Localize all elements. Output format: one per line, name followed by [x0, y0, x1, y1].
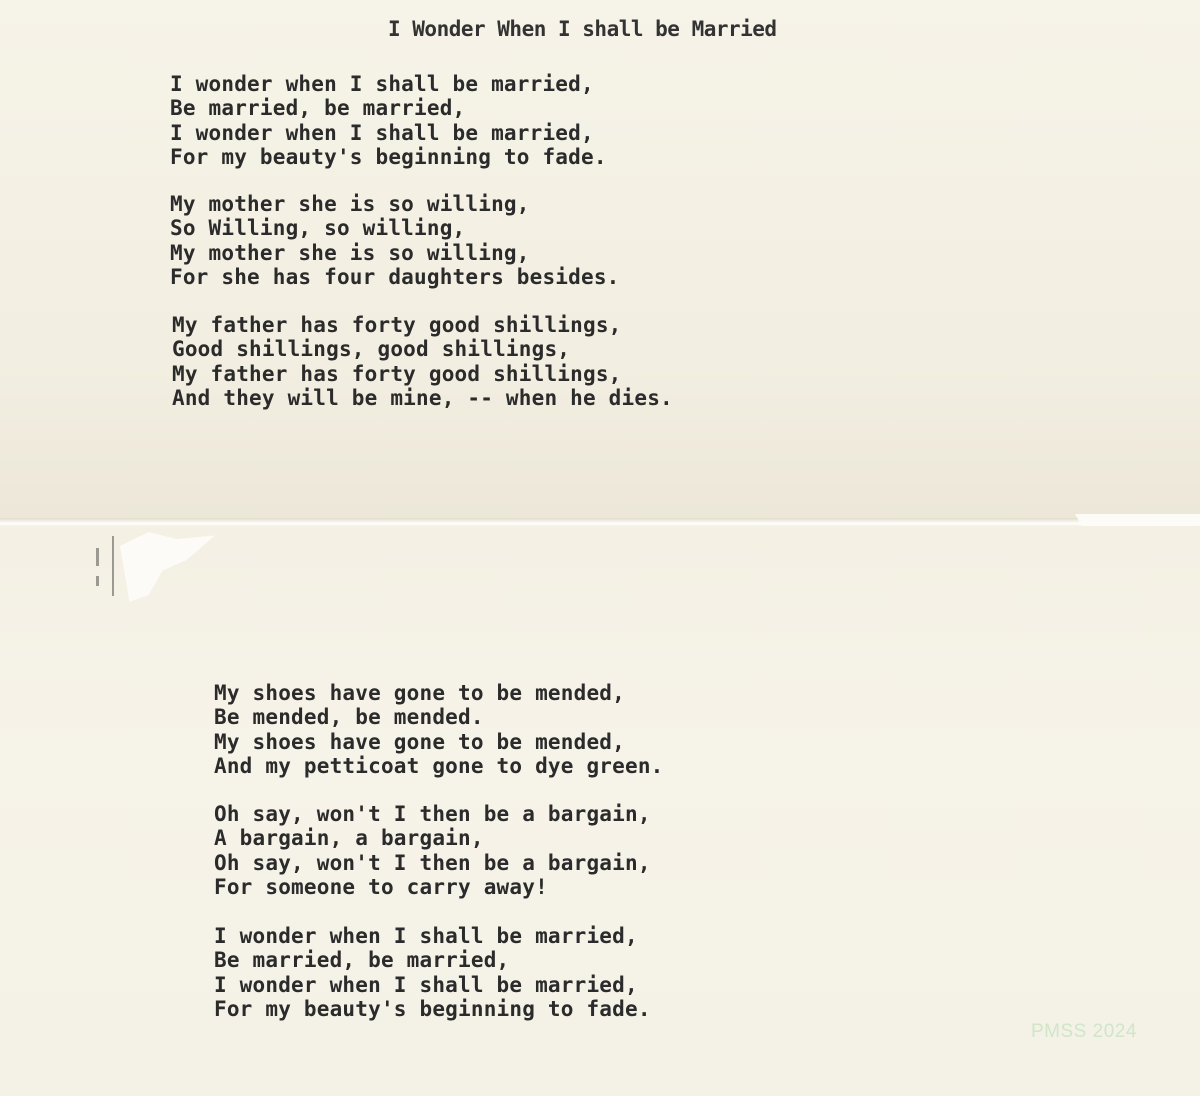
- stanza-line: A bargain, a bargain,: [214, 826, 484, 851]
- stanza-line: Oh say, won't I then be a bargain,: [214, 850, 651, 875]
- stanza-4: [214, 681, 664, 778]
- stanza-line: For she has four daughters besides.: [170, 264, 620, 289]
- stanza-line: And my petticoat gone to dye green.: [214, 753, 664, 778]
- upper-page: [0, 0, 1200, 520]
- stanza-line: Oh say, won't I then be a bargain,: [214, 802, 651, 826]
- stanza-line: My mother she is so willing,: [170, 192, 530, 216]
- stanza-line: And they will be mine, -- when he dies.: [172, 385, 673, 410]
- stanza-line: I wonder when I shall be married,: [170, 72, 594, 96]
- stanza-line: I wonder when I shall be married,: [170, 120, 594, 145]
- stanza-line: Be married, be married,: [214, 948, 510, 973]
- stanza-1: [170, 72, 607, 169]
- stanza-line: I wonder when I shall be married,: [214, 924, 638, 948]
- stanza-3: [172, 313, 673, 410]
- stanza-2: [170, 192, 620, 289]
- stanza-line: For someone to carry away!: [214, 874, 548, 899]
- paper-mark: [96, 576, 99, 586]
- watermark: PMSS 2024: [1031, 1021, 1137, 1042]
- stanza-line: Good shillings, good shillings,: [172, 337, 571, 362]
- stanza-line: Be mended, be mended.: [214, 705, 484, 730]
- stanza-line: Be married, be married,: [170, 96, 466, 121]
- paper-mark: [112, 536, 114, 596]
- stanza-5: [214, 802, 651, 899]
- stanza-line: My shoes have gone to be mended,: [214, 681, 625, 705]
- stanza-line: My shoes have gone to be mended,: [214, 729, 625, 754]
- stanza-line: My father has forty good shillings,: [172, 313, 622, 337]
- stanza-line: My father has forty good shillings,: [172, 361, 622, 386]
- lower-page: [0, 526, 1200, 1096]
- stanza-line: For my beauty's beginning to fade.: [170, 144, 607, 169]
- stanza-line: My mother she is so willing,: [170, 240, 530, 265]
- stanza-line: So Willing, so willing,: [170, 216, 466, 241]
- paper-mark: [96, 548, 99, 566]
- stanza-6: [214, 924, 651, 1021]
- stanza-line: I wonder when I shall be married,: [214, 972, 638, 997]
- poem-title: I Wonder When I shall be Married: [388, 17, 777, 41]
- stanza-line: For my beauty's beginning to fade.: [214, 996, 651, 1021]
